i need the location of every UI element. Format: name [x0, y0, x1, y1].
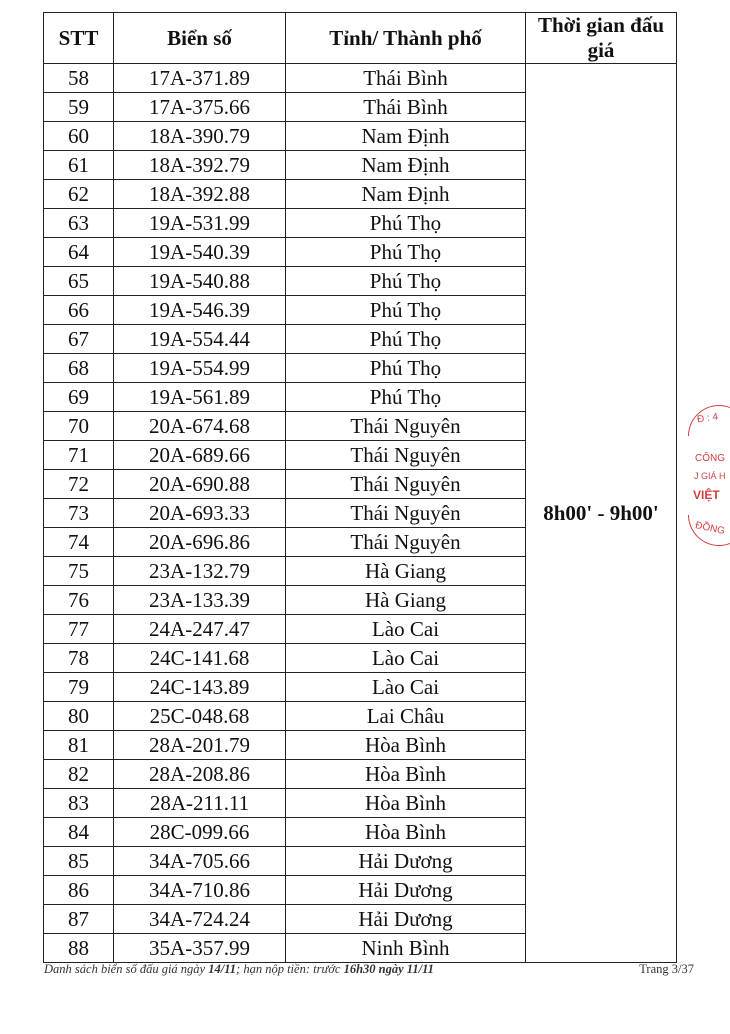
cell-province: Phú Thọ	[286, 267, 526, 296]
cell-stt: 77	[44, 615, 114, 644]
cell-stt: 68	[44, 354, 114, 383]
cell-plate: 24C-143.89	[114, 673, 286, 702]
cell-plate: 19A-540.88	[114, 267, 286, 296]
cell-province: Phú Thọ	[286, 209, 526, 238]
cell-province: Thái Nguyên	[286, 470, 526, 499]
stamp-text-4: VIỆT	[693, 488, 720, 502]
cell-province: Hòa Bình	[286, 760, 526, 789]
cell-plate: 19A-531.99	[114, 209, 286, 238]
cell-province: Phú Thọ	[286, 296, 526, 325]
cell-stt: 71	[44, 441, 114, 470]
cell-plate: 24C-141.68	[114, 644, 286, 673]
cell-stt: 81	[44, 731, 114, 760]
table-body	[44, 64, 677, 963]
cell-plate: 28A-201.79	[114, 731, 286, 760]
cell-stt: 87	[44, 905, 114, 934]
cell-province: Thái Bình	[286, 64, 526, 93]
cell-stt: 59	[44, 93, 114, 122]
header-plate: Biển số	[114, 13, 286, 64]
cell-plate: 17A-371.89	[114, 64, 286, 93]
cell-stt: 73	[44, 499, 114, 528]
cell-plate: 28A-211.11	[114, 789, 286, 818]
cell-province: Hải Dương	[286, 905, 526, 934]
table-row	[44, 64, 677, 93]
cell-province: Lào Cai	[286, 615, 526, 644]
cell-province: Phú Thọ	[286, 325, 526, 354]
cell-province: Lào Cai	[286, 644, 526, 673]
stamp-text-2: CÔNG	[695, 453, 725, 464]
cell-province: Hà Giang	[286, 586, 526, 615]
cell-province: Nam Định	[286, 180, 526, 209]
cell-province: Lào Cai	[286, 673, 526, 702]
cell-province: Ninh Bình	[286, 934, 526, 963]
cell-stt: 74	[44, 528, 114, 557]
cell-stt: 72	[44, 470, 114, 499]
cell-plate: 20A-693.33	[114, 499, 286, 528]
cell-stt: 80	[44, 702, 114, 731]
cell-plate: 25C-048.68	[114, 702, 286, 731]
cell-stt: 76	[44, 586, 114, 615]
plates-table	[43, 12, 677, 963]
cell-province: Thái Nguyên	[286, 528, 526, 557]
cell-province: Phú Thọ	[286, 354, 526, 383]
cell-plate: 35A-357.99	[114, 934, 286, 963]
cell-plate: 18A-392.79	[114, 151, 286, 180]
cell-stt: 65	[44, 267, 114, 296]
page-number: Trang 3/37	[639, 962, 694, 976]
cell-province: Hải Dương	[286, 847, 526, 876]
cell-plate: 19A-554.99	[114, 354, 286, 383]
cell-stt: 79	[44, 673, 114, 702]
header-province: Tỉnh/ Thành phố	[286, 13, 526, 64]
cell-stt: 69	[44, 383, 114, 412]
cell-plate: 20A-674.68	[114, 412, 286, 441]
cell-province: Thái Nguyên	[286, 441, 526, 470]
cell-plate: 28C-099.66	[114, 818, 286, 847]
cell-plate: 18A-390.79	[114, 122, 286, 151]
cell-plate: 20A-689.66	[114, 441, 286, 470]
red-seal-stamp	[683, 405, 730, 545]
cell-stt: 88	[44, 934, 114, 963]
cell-province: Thái Nguyên	[286, 412, 526, 441]
cell-stt: 58	[44, 64, 114, 93]
cell-province: Hòa Bình	[286, 789, 526, 818]
cell-stt: 86	[44, 876, 114, 905]
cell-stt: 85	[44, 847, 114, 876]
cell-plate: 34A-705.66	[114, 847, 286, 876]
footer-note	[44, 962, 684, 977]
cell-stt: 67	[44, 325, 114, 354]
cell-province: Hà Giang	[286, 557, 526, 586]
cell-stt: 84	[44, 818, 114, 847]
cell-plate: 19A-554.44	[114, 325, 286, 354]
cell-province: Lai Châu	[286, 702, 526, 731]
cell-stt: 83	[44, 789, 114, 818]
cell-plate: 20A-690.88	[114, 470, 286, 499]
stamp-text-1: Đ : 4	[696, 411, 719, 426]
footer-text-1: Danh sách biển số đấu giá ngày	[44, 962, 209, 976]
cell-province: Phú Thọ	[286, 383, 526, 412]
cell-stt: 64	[44, 238, 114, 267]
footer-date: 14/11	[208, 962, 237, 976]
cell-plate: 34A-724.24	[114, 905, 286, 934]
cell-province: Nam Định	[286, 122, 526, 151]
footer-deadline: 16h30 ngày 11/11	[343, 962, 434, 976]
cell-stt: 62	[44, 180, 114, 209]
cell-province: Hải Dương	[286, 876, 526, 905]
cell-plate: 34A-710.86	[114, 876, 286, 905]
cell-plate: 19A-561.89	[114, 383, 286, 412]
cell-province: Nam Định	[286, 151, 526, 180]
cell-plate: 19A-540.39	[114, 238, 286, 267]
cell-stt: 82	[44, 760, 114, 789]
stamp-text-3: J GIÁ H	[694, 471, 726, 481]
cell-time-slot: 8h00' - 9h00'	[526, 64, 677, 963]
cell-plate: 23A-132.79	[114, 557, 286, 586]
footer-text-2: ; hạn nộp tiền: trước	[236, 962, 344, 976]
cell-province: Phú Thọ	[286, 238, 526, 267]
table-header-row	[44, 13, 677, 64]
cell-stt: 66	[44, 296, 114, 325]
cell-stt: 61	[44, 151, 114, 180]
header-time: Thời gian đấu giá	[526, 13, 677, 64]
cell-plate: 17A-375.66	[114, 93, 286, 122]
cell-stt: 70	[44, 412, 114, 441]
cell-province: Hòa Bình	[286, 818, 526, 847]
cell-stt: 78	[44, 644, 114, 673]
stamp-text-5: ĐỒNG	[694, 520, 726, 537]
cell-plate: 20A-696.86	[114, 528, 286, 557]
cell-province: Thái Nguyên	[286, 499, 526, 528]
cell-plate: 23A-133.39	[114, 586, 286, 615]
cell-plate: 28A-208.86	[114, 760, 286, 789]
cell-stt: 60	[44, 122, 114, 151]
cell-province: Hòa Bình	[286, 731, 526, 760]
cell-stt: 63	[44, 209, 114, 238]
cell-province: Thái Bình	[286, 93, 526, 122]
cell-plate: 24A-247.47	[114, 615, 286, 644]
header-stt: STT	[44, 13, 114, 64]
cell-stt: 75	[44, 557, 114, 586]
cell-plate: 18A-392.88	[114, 180, 286, 209]
cell-plate: 19A-546.39	[114, 296, 286, 325]
